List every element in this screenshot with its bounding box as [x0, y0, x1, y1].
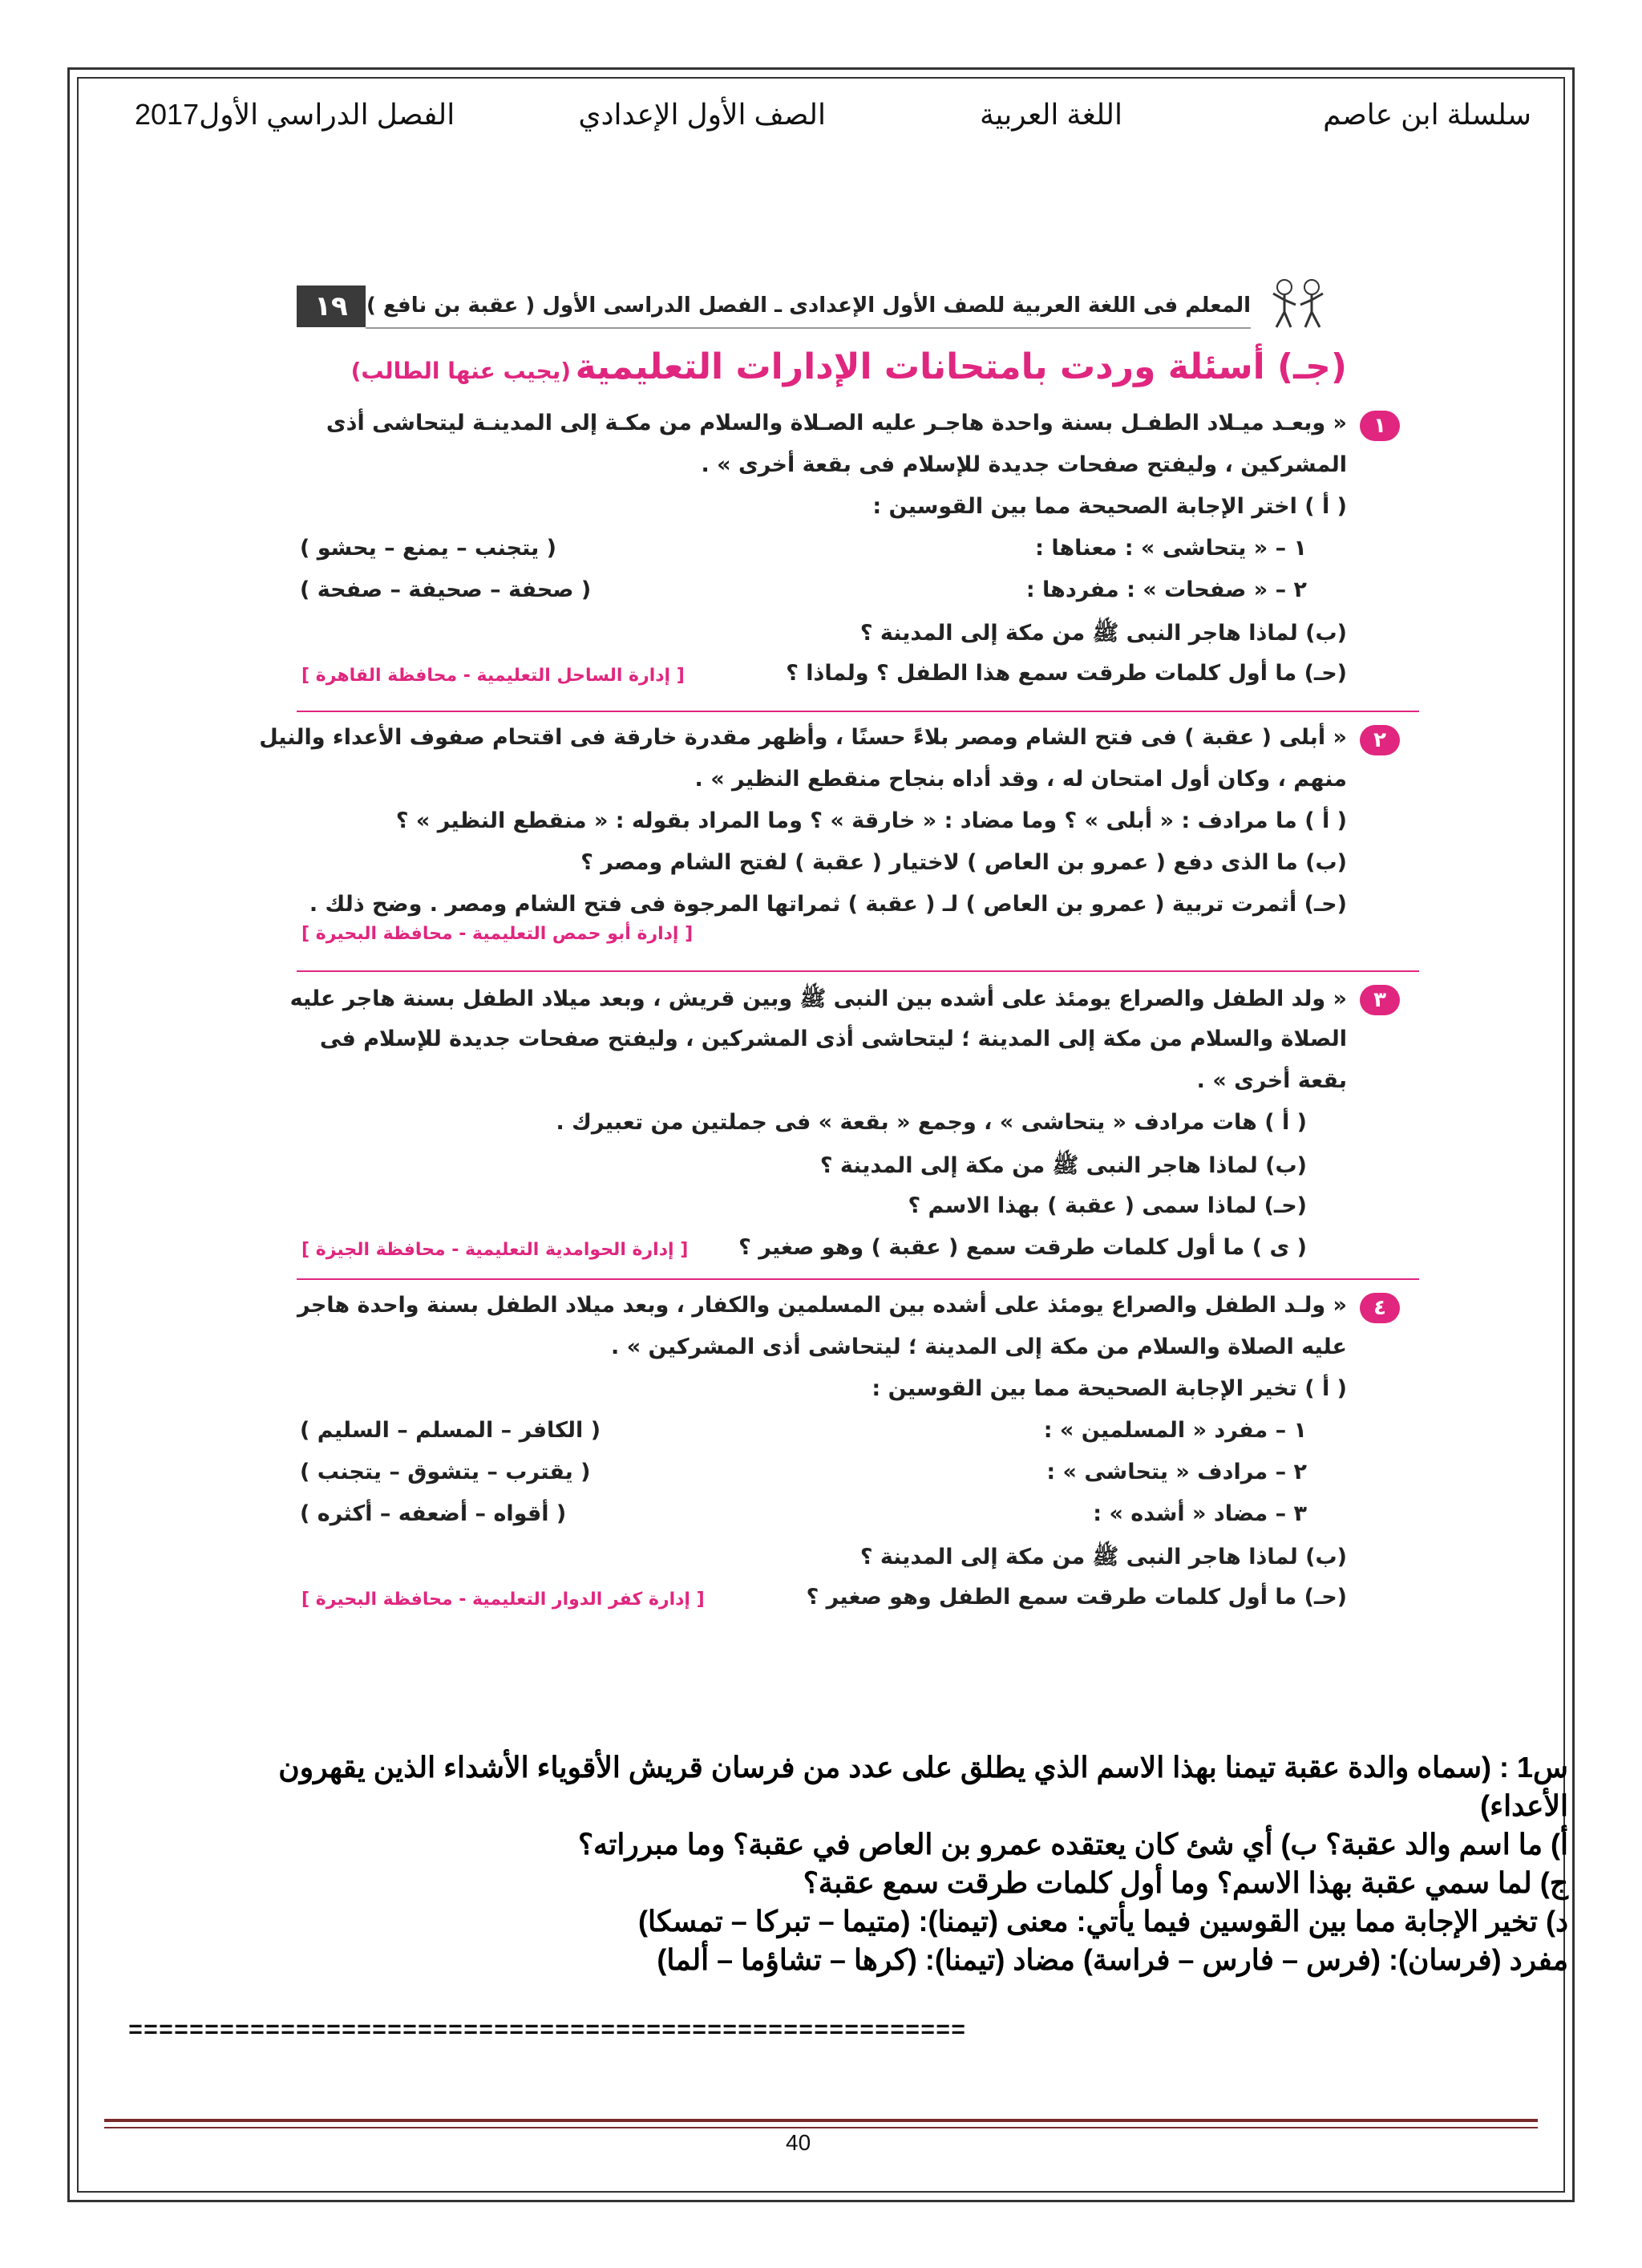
question-2-part-b: (ب) ما الذى دفع ( عمرو بن العاص ) لاختيار ( عقبة ) لفتح الشام ومصر ؟ [580, 850, 1347, 875]
extra-question-line: مفرد (فرسان): (فرس – فارس – فراسة) مضاد (تيمنا): (كرها – تشاؤما – ألما) [657, 1943, 1568, 1976]
section-title-text: (جـ) أسئلة وردت بامتحانات الإدارات التعليمية [575, 346, 1347, 387]
question-1-item-2: ٢ – « صفحات » : مفردها : [1025, 577, 1307, 602]
question-1-source: [ إدارة الساحل التعليمية - محافظة القاهرة ] [301, 666, 685, 686]
question-number-badge: ١ [1360, 411, 1400, 441]
question-3-part-d: ( ى ) ما أول كلمات طرقت سمع ( عقبة ) وهو صغير ؟ [738, 1235, 1307, 1260]
question-3-text-line: « ولد الطفل والصراع يومئذ على أشده بين النبى ﷺ وبين قريش ، وبعد ميلاد الطفل بسنة هاجر عليه [289, 986, 1347, 1011]
question-3-part-a: ( أ ) هات مرادف « يتحاشى » ، وجمع « بقعة » فى جملتين من تعبيرك . [556, 1110, 1307, 1135]
question-2-part-a: ( أ ) ما مرادف : « أبلى » ؟ وما مضاد : « خارقة » ؟ وما المراد بقوله : « منقطع النظير » ؟ [395, 808, 1347, 833]
question-2-text-line: « أبلى ( عقبة ) فى فتح الشام ومصر بلاءً حسنًا ، وأظهر مقدرة خارقة فى اقتحام صفوف الأعداء والنيل [259, 725, 1347, 750]
question-1 [297, 411, 1419, 707]
question-4-text-line: « ولـد الطفل والصراع يومئذ على أشده بين المسلمين والكفار ، وبعد ميلاد الطفل بسنة واحدة هاجر [297, 1293, 1347, 1318]
scanned-book-page [259, 282, 1419, 1630]
question-4-part-b: (ب) لماذا هاجر النبى ﷺ من مكة إلى المدينة ؟ [859, 1545, 1347, 1569]
question-4-item-3-options: ( أقواه – أضعفه – أكثره ) [300, 1501, 567, 1526]
header-grade: الصف الأول الإعدادي [578, 98, 826, 131]
question-4 [297, 1293, 1419, 1630]
header-series: سلسلة ابن عاصم [1323, 98, 1531, 131]
kids-illustration-icon [1267, 276, 1331, 332]
question-1-part-a: ( أ ) اختر الإجابة الصحيحة مما بين القوسين : [872, 494, 1347, 519]
extra-question-line: أ) ما اسم والد عقبة؟ ب) أي شئ كان يعتقده عمرو بن العاص في عقبة؟ وما مبرراته؟ [577, 1828, 1568, 1861]
question-3-part-c: (حـ) لماذا سمى ( عقبة ) بهذا الاسم ؟ [908, 1193, 1307, 1218]
book-running-header: المعلم فى اللغة العربية للصف الأول الإعدادى ـ الفصل الدراسى الأول ( عقبة بن نافع ) [366, 294, 1251, 318]
question-4-text-line: عليه الصلاة والسلام من مكة إلى المدينة ؛ ليتحاشى أذى المشركين » . [611, 1334, 1347, 1359]
page-number: 40 [786, 2130, 811, 2155]
question-3-text-line: الصلاة والسلام من مكة إلى المدينة ؛ ليتحاشى أذى المشركين ، وليفتح صفحات جديدة للإسلام فى [319, 1027, 1347, 1051]
question-2-source: [ إدارة أبو حمص التعليمية - محافظة البحيرة ] [301, 924, 694, 944]
question-divider [297, 1278, 1419, 1280]
section-title-note: (يجيب عنها الطالب) [350, 358, 572, 384]
question-4-item-1: ١ – مفرد « المسلمين » : [1043, 1418, 1307, 1443]
book-header [297, 282, 1419, 332]
question-4-part-c: (حـ) ما أول كلمات طرقت سمع الطفل وهو صغير ؟ [806, 1585, 1347, 1610]
question-number-badge: ٢ [1360, 725, 1400, 755]
question-1-part-b: (ب) لماذا هاجر النبى ﷺ من مكة إلى المدينة ؟ [859, 621, 1347, 646]
book-page-badge: ١٩ [297, 286, 366, 327]
question-divider [297, 970, 1419, 972]
extra-question-line: ج) لما سمي عقبة بهذا الاسم؟ وما أول كلمات طرقت سمع عقبة؟ [803, 1866, 1568, 1899]
question-1-item-1-options: ( يتجنب – يمنع – يحشو ) [300, 536, 557, 561]
question-4-item-3: ٣ – مضاد « أشده » : [1093, 1501, 1307, 1526]
section-title [351, 346, 1347, 387]
question-1-item-2-options: ( صحفة – صحيفة – صفحة ) [300, 577, 592, 602]
extra-question-line: س1 : (سماه والدة عقبة تيمنا بهذا الاسم الذي يطلق على عدد من فرسان قريش الأقوياء الأشداء الذين يقهرون [278, 1751, 1568, 1784]
header-term: الفصل الدراسي الأول2017 [135, 98, 455, 131]
question-4-source: [ إدارة كفر الدوار التعليمية - محافظة البحيرة ] [301, 1590, 705, 1610]
question-3-source: [ إدارة الحوامدية التعليمية - محافظة الجيزة ] [301, 1240, 689, 1260]
question-3-text-line: بقعة أخرى » . [1196, 1068, 1347, 1093]
question-1-text-line: « وبعـد ميـلاد الطفـل بسنة واحدة هاجـر عليه الصـلاة والسلام من مكـة إلى المدينـة ليتحاشى أذى [326, 411, 1347, 435]
question-4-part-a: ( أ ) تخير الإجابة الصحيحة مما بين القوسين : [872, 1376, 1347, 1401]
book-header-rule [366, 327, 1251, 329]
question-2-text-line: منهم ، وكان أول امتحان له ، وقد أداه بنجاح منقطع النظير » . [694, 767, 1347, 792]
question-1-text-line: المشركين ، وليفتح صفحات جديدة للإسلام فى بقعة أخرى » . [701, 452, 1347, 477]
question-divider [297, 711, 1419, 712]
question-number-badge: ٣ [1360, 985, 1400, 1015]
extra-question-line: الأعداء) [1480, 1789, 1568, 1822]
question-number-badge: ٤ [1360, 1293, 1400, 1323]
footer-rule [104, 2119, 1538, 2122]
question-3-part-b: (ب) لماذا هاجر النبى ﷺ من مكة إلى المدينة ؟ [819, 1153, 1307, 1178]
page-header [120, 98, 1531, 146]
question-4-item-2-options: ( يقترب – يتشوق – يتجنب ) [300, 1460, 591, 1484]
question-1-item-1: ١ – « يتحاشى » : معناها : [1035, 536, 1307, 561]
footer-rule-thin [104, 2127, 1538, 2128]
question-4-item-1-options: ( الكافر – المسلم – السليم ) [300, 1418, 601, 1443]
header-subject: اللغة العربية [980, 98, 1122, 131]
separator-line: ======================================================= [128, 2018, 967, 2045]
question-2 [259, 725, 1419, 950]
extra-question-block [77, 1748, 1568, 1979]
extra-question-line: د) تخير الإجابة مما بين القوسين فيما يأتي: معنى (تيمنا): (متيما – تبركا – تمسكا) [638, 1905, 1568, 1938]
question-1-part-c: (حـ) ما أول كلمات طرقت سمع هذا الطفل ؟ ولماذا ؟ [786, 661, 1347, 686]
question-3 [289, 985, 1419, 1274]
question-4-item-2: ٢ – مرادف « يتحاشى » : [1046, 1460, 1307, 1484]
question-2-part-c: (حـ) أثمرت تربية ( عمرو بن العاص ) لـ ( عقبة ) ثمراتها المرجوة فى فتح الشام ومصر . وضح ذلك . [309, 892, 1347, 917]
